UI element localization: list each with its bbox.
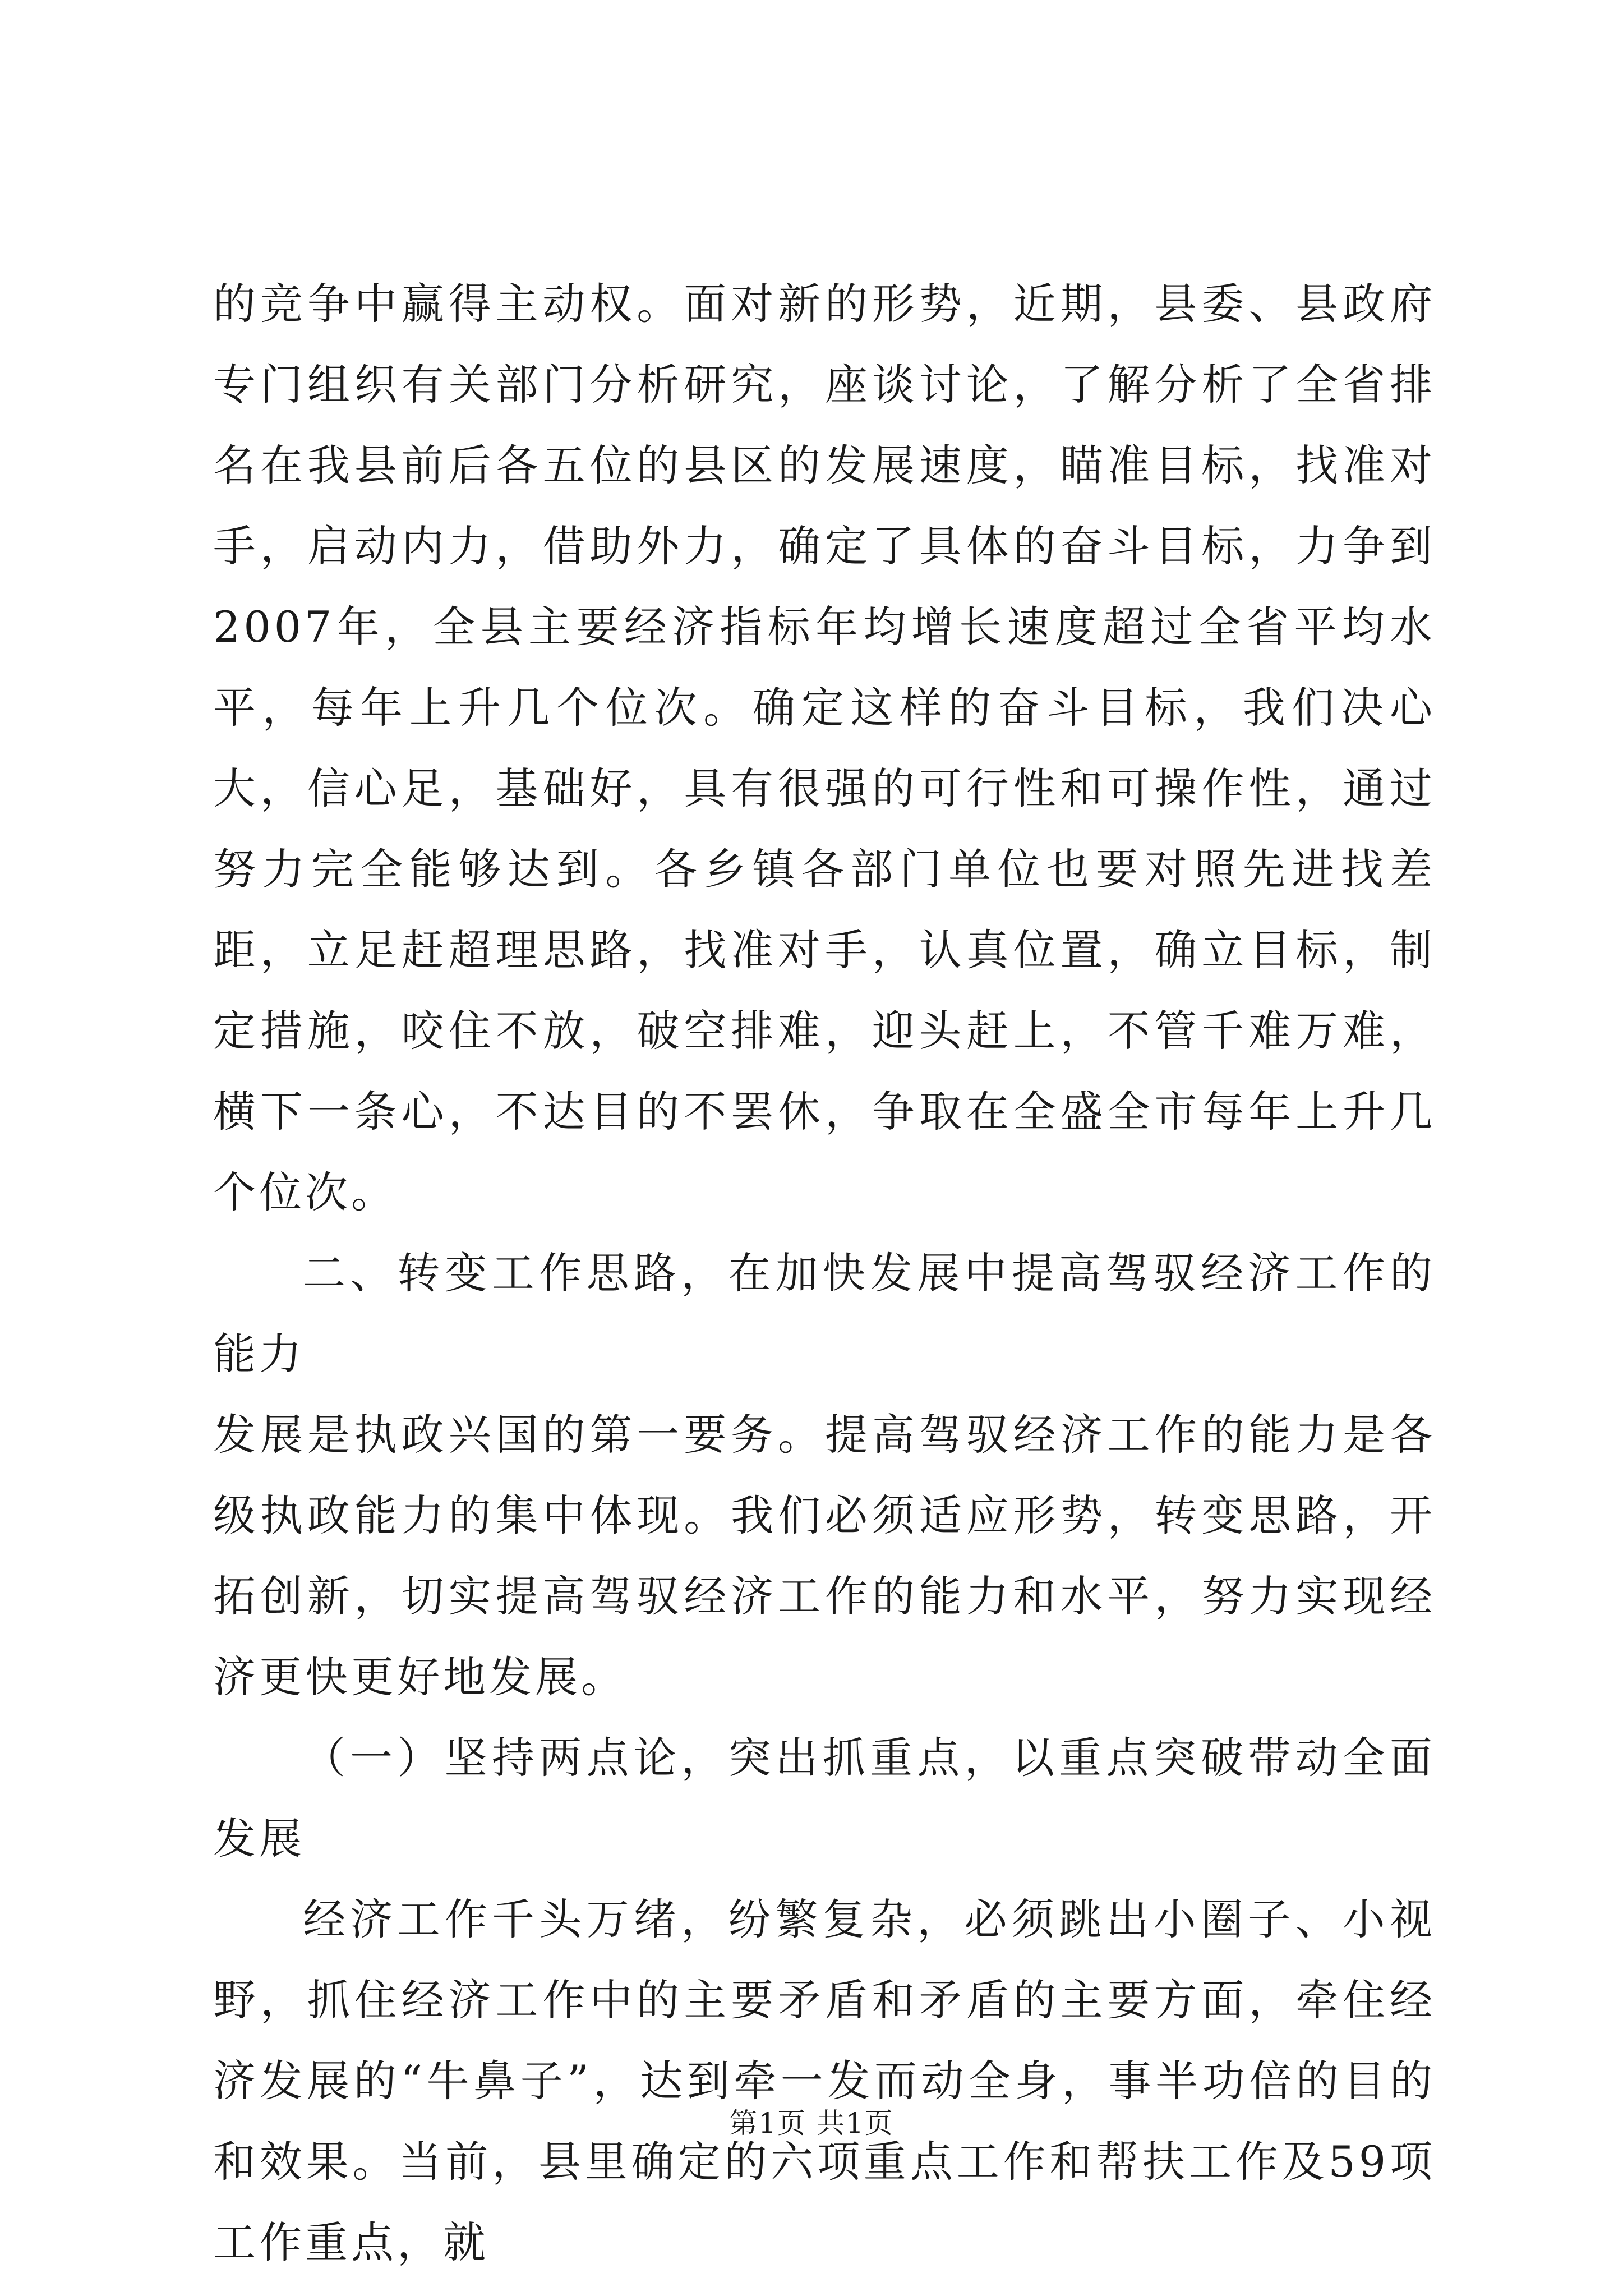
paragraph-continued: 的竞争中赢得主动权。面对新的形势，近期，县委、县政府专门组织有关部门分析研究，座谈讨论，了解分析了全省排名在我县前后各五位的县区的发展速度，瞄准目标，找准对手，启动内力，借助外力，确定了具体的奋斗目标，力争到2007年，全县主要经济指标年均增长速度超过全省平均水平，每年上升几个位次。确定这样的奋斗目标，我们决心大，信心足，基础好，具有很强的可行性和可操作性，通过努力完全能够达到。各乡镇各部门单位也要对照先进找差距，立足赶超理思路，找准对手，认真位置，确立目标，制定措施，咬住不放，破空排难，迎头赶上，不管千难万难，横下一条心，不达目的不罢休，争取在全盛全市每年上升几个位次。	[213, 279, 1436, 1217]
subsection-heading-one: （一）坚持两点论，突出抓重点，以重点突破带动全面发展	[213, 1733, 1436, 1864]
document-body	[213, 264, 1436, 2283]
paragraph-economic-work: 经济工作千头万绪，纷繁复杂，必须跳出小圈子、小视野，抓住经济工作中的主要矛盾和矛盾的主要方面，牵住经济发展的“牛鼻子”，达到牵一发而动全身，事半功倍的目的和效果。当前，县里确定的六项重点工作和帮扶工作及59项工作重点，就	[213, 1894, 1436, 2267]
page-footer: 第1页 共1页	[729, 2107, 894, 2139]
paragraph-development: 发展是执政兴国的第一要务。提高驾驭经济工作的能力是各级执政能力的集中体现。我们必须适应形势，转变思路，开拓创新，切实提高驾驭经济工作的能力和水平，努力实现经济更快更好地发展。	[213, 1410, 1436, 1702]
section-heading-two: 二、转变工作思路，在加快发展中提高驾驭经济工作的能力	[213, 1248, 1436, 1379]
